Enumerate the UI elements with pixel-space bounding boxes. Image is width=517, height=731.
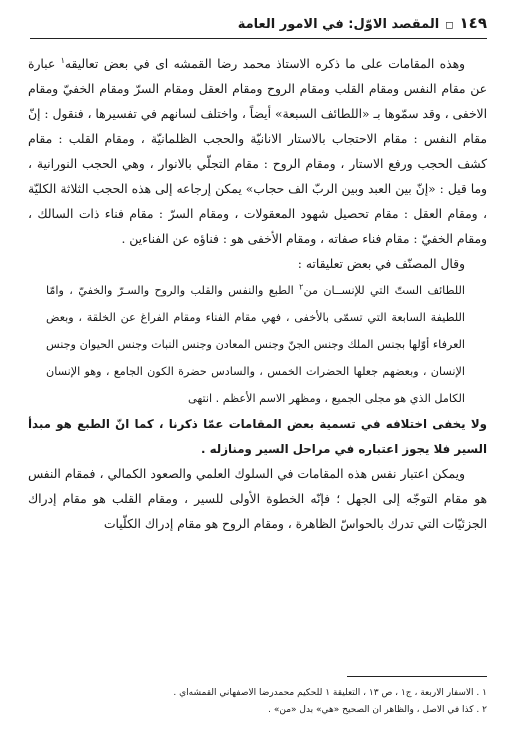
- running-header: [30, 14, 487, 39]
- footnote-2: ٢ . كذا في الاصل ، والظاهر ان الصحيح «هي» بدل «من» .: [268, 705, 487, 715]
- paragraph-1-cont: عبارة عن مقام النفس ومقام القلب ومقام الروح ومقام العقل ومقام السرّ ومقام الخفيّ ومقام الاخفى ، وقد سمّوها بـ «اللطائف السبعة» أيضاً ، واختلف لسانهم في تفسيرها ، فنقول : إنّ مقام النفس : مقام الاحتجاب بالاستار الانانيّة والحجب الظلمانيّة ، ومقام القلب : مقام كشف الحجب ورفع الاستار ، ومقام الروح : مقام التجلّي بالانوار ، وهي الحجب النورانية ، وما قيل : «إنّ بين العبد وبين الربّ الف حجاب» يمكن إرجاعه إلى هذه الحجب الثلاثة الكليّة ، ومقام العقل : مقام تحصيل شهود المعقولات ، ومقام السرّ : مقام فناء ذات السالك ، ومقام الخفيّ : مقام فناء صفاته ، ومقام الأخفى هو : فناؤه عن الفناءين .: [28, 57, 487, 246]
- quotation-text: اللطائف الستّ التي للإنســان من: [303, 284, 465, 297]
- paragraph-3: [28, 412, 487, 462]
- main-text: [28, 52, 487, 537]
- paragraph-1-text: وهذه المقامات على ما ذكره الاستاذ محمد رضا القمشه اى في بعض تعاليقه: [64, 57, 465, 71]
- paragraph-2-text: وقال المصنّف في بعض تعليقاته :: [297, 257, 465, 271]
- footnote-1: ١ . الاسفار الاربعة ، ج١ ، ص ١٣ ، التعليقة ١ للحكيم محمدرضا الاصفهاني القمشه‌اي .: [173, 688, 487, 698]
- page-number: ١٤٩: [459, 14, 487, 32]
- quotation: [46, 277, 465, 412]
- paragraph-3-text: ولا يخفى اختلافه في تسمية بعض المقامات عمّا ذكرنا ، كما انّ الطبع هو مبدأ السير فلا يجوز اعتباره في مراحل السير ومنازله .: [28, 417, 487, 456]
- footnote-ref-1: ١: [60, 55, 65, 65]
- chapter-title: المقصد الاوّل: في الامور العامة: [237, 17, 440, 32]
- paragraph-1: [28, 52, 487, 252]
- paragraph-2: [28, 252, 487, 277]
- paragraph-4-text: ويمكن اعتبار نفس هذه المقامات في السلوك العلمي والصعود الكمالي ، فمقام النفس هو مقام التوجّه إلى الجهل ؛ فإنّه الخطوة الأولى للسير ، ومقام القلب هو مقام إدراك الجزئيّات التي تدرك بالحواسّ الظاهرة ، ومقام الروح هو مقام إدراك الكلّيات: [28, 467, 487, 531]
- footnotes: [30, 685, 487, 719]
- footnote-ref-2: ٢: [299, 282, 304, 292]
- paragraph-4: [28, 462, 487, 537]
- separator-icon: ◻: [445, 20, 454, 31]
- footnote-divider: [347, 676, 487, 677]
- quotation-cont: الطبع والنفس والقلب والروح والسـرّ والخفيّ ، وامّا اللطيفة السابعة التي تسمّى بالأخفى ، فهي مقام الفناء ومقام الفراغ عن الخلقة ، وبعض العرفاء أوّلها بجنس الملك وجنس الجنّ وجنس المعادن وجنس النبات وجنس الحيوان وجنس الإنسان ، وبعضهم جعلها الحضرات الخمس ، والسادس حضرة الكون الجامع ، وهو الإنسان الكامل الذي هو مجلى الجميع ، ومظهر الاسم الأعظم . انتهى: [46, 284, 465, 405]
